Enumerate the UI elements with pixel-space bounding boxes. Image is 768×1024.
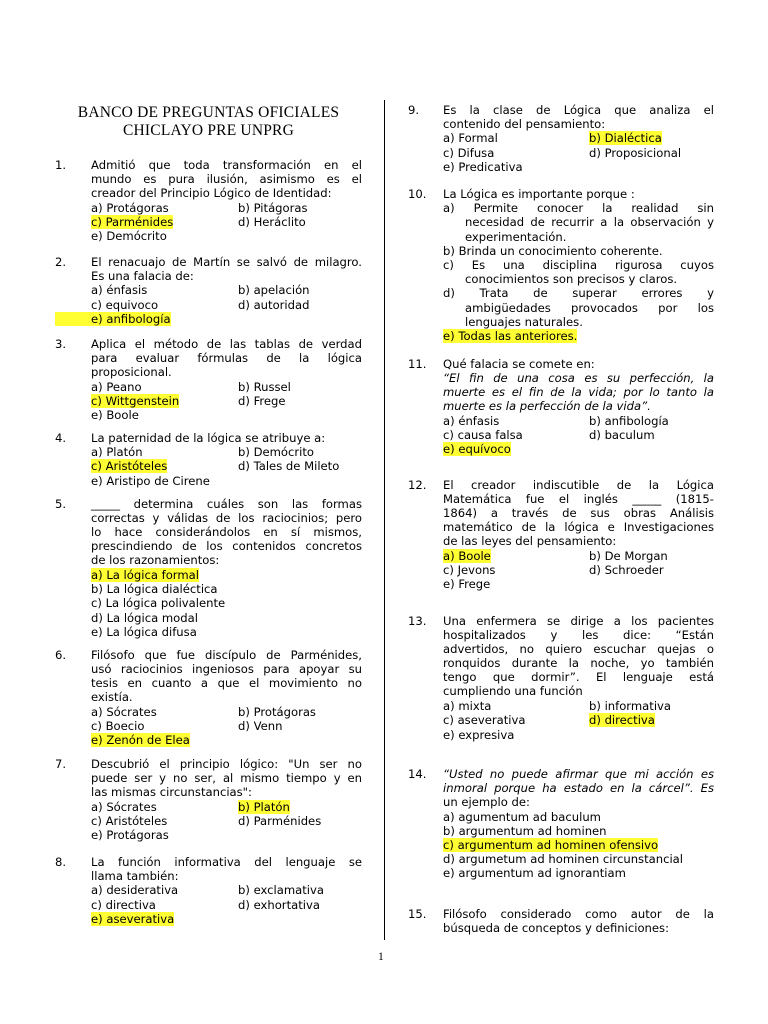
question-stem [443, 767, 714, 809]
option: b) La lógica dialéctica [91, 582, 218, 597]
option: c) argumentum ad hominen ofensivo [443, 838, 659, 852]
option: d) autoridad [238, 297, 310, 312]
question-number: 15. [408, 907, 427, 921]
option: e) Zenón de Elea [91, 733, 190, 748]
stem-line: “El fin de una cosa es su perfección, la [443, 371, 714, 385]
question-number: 2. [55, 255, 67, 269]
stem-line: contenido del pensamiento: [443, 117, 606, 131]
option: a) Sócrates [91, 799, 157, 814]
option: c) causa falsa [443, 428, 523, 442]
question-number: 8. [55, 855, 67, 869]
question-stem [443, 103, 714, 131]
stem-line: ronquidos durante la noche, yo también [443, 656, 714, 670]
stem-line: La función informativa del lenguaje se [91, 855, 362, 869]
stem-line: Filósofo considerado como autor de la [443, 907, 714, 921]
option: a) énfasis [443, 413, 500, 428]
option: d) argumetum ad hominen circunstancial [443, 852, 683, 867]
stem-line: prescindiendo de los contenidos concretos [91, 539, 362, 553]
option: b) informativa [589, 699, 672, 714]
stem-line: Es la clase de Lógica que analiza el [443, 103, 714, 117]
question-stem [443, 478, 714, 548]
stem-line: La Lógica es importante porque : [443, 187, 635, 201]
question-stem [91, 431, 362, 445]
option: d) directiva [589, 713, 655, 728]
stem-line: Descubrió el principio lógico: "Un ser no [91, 757, 362, 771]
option: e) Aristipo de Cirene [91, 473, 210, 488]
stem-line: de las leyes del pensamiento: [443, 534, 617, 548]
question-stem [443, 357, 714, 413]
question-stem [91, 337, 362, 379]
stem-line: tengo que dormir”. El lenguaje está [443, 670, 714, 684]
page-number: 1 [378, 950, 384, 963]
option: a) La lógica formal [91, 568, 199, 582]
question-stem [91, 855, 362, 883]
option: c) directiva [91, 897, 156, 912]
stem-line: llama también: [91, 869, 179, 883]
stem-line: Matemática fue el inglés _____ (1815- [443, 492, 714, 506]
option: b) argumentum ad hominen [443, 823, 607, 838]
option: a) énfasis [91, 283, 148, 298]
option: b) Pitágoras [238, 200, 308, 215]
option: d) Trata de superar errores y [443, 286, 714, 301]
stem-line: 1864) a través de sus obras Análisis [443, 506, 714, 520]
option: a) Boole [443, 549, 491, 563]
question-stem [91, 497, 362, 567]
stem-line: creador del Principio Lógico de Identidad: [91, 186, 332, 200]
option: a) Sócrates [91, 704, 157, 719]
option: b) Brinda un conocimiento coherente. [443, 243, 663, 258]
option: c) equivoco [91, 297, 159, 312]
option: a) desiderativa [91, 883, 179, 898]
option: c) Difusa [443, 145, 495, 160]
option: e) expresiva [443, 727, 515, 742]
option: lenguajes naturales. [465, 314, 583, 329]
question-number: 11. [408, 357, 427, 371]
question-stem [91, 255, 362, 283]
option: e) La lógica difusa [91, 624, 197, 639]
stem-line: La paternidad de la lógica se atribuye a: [91, 431, 326, 445]
option: e) anfibología [55, 312, 171, 326]
stem-line: búsqueda de conceptos y definiciones: [443, 921, 669, 935]
stem-line: mundo es pura ilusión, asimismo es el [91, 172, 362, 186]
stem-line: usó raciocinios ingeniosos para apoyar su [91, 662, 362, 676]
option: b) apelación [238, 283, 310, 298]
question-stem [91, 757, 362, 799]
option: c) La lógica polivalente [91, 596, 226, 611]
option: e) Frege [443, 577, 491, 592]
option: a) agumentum ad baculum [443, 809, 601, 824]
option: e) Protágoras [91, 828, 169, 842]
option: c) Aristóteles [91, 813, 168, 828]
stem-line: para evaluar fórmulas de la lógica [91, 351, 362, 365]
option: d) Venn [238, 719, 283, 733]
option: b) Demócrito [238, 445, 315, 460]
option: a) mixta [443, 699, 492, 714]
stem-line: Filósofo que fue discípulo de Parménides, [91, 648, 362, 662]
question-number: 7. [55, 757, 67, 771]
stem-line: hospitalizados y les dice: “Están [443, 628, 714, 642]
option: e) equívoco [443, 442, 511, 457]
question-number: 13. [408, 614, 427, 628]
option: a) Protágoras [91, 200, 169, 215]
stem-line: Qué falacia se comete en: [443, 357, 595, 371]
stem-line: proposicional. [91, 365, 172, 379]
stem-line: cumpliendo una función [443, 684, 583, 698]
option: c) Wittgenstein [91, 393, 180, 408]
document-title [55, 104, 362, 140]
option: e) Todas las anteriores. [443, 329, 578, 343]
question-stem [443, 614, 714, 698]
option: a) Platón [91, 445, 143, 460]
stem-line: _____ determina cuáles son las formas [91, 497, 362, 511]
option: b) Dialéctica [589, 131, 662, 146]
option: necesidad de recurrir a la observación y [465, 215, 714, 230]
question-number: 1. [55, 158, 67, 172]
question-number: 10. [408, 187, 427, 201]
option: a) Formal [443, 131, 498, 146]
question-number: 4. [55, 431, 67, 445]
option: d) Frege [238, 393, 286, 408]
option: c) Jevons [443, 563, 496, 578]
stem-line: El renacuajo de Martín se salvó de milagro. [91, 255, 362, 269]
option: e) Boole [91, 408, 139, 422]
option: b) Platón [238, 799, 290, 814]
option: d) Heráclito [238, 214, 306, 229]
question-stem [91, 648, 362, 704]
option: c) Es una disciplina rigurosa cuyos [443, 258, 714, 272]
option: b) anfibología [589, 413, 669, 428]
stem-line: Admitió que toda transformación en el [91, 158, 362, 172]
option: conocimientos son precisos y claros. [465, 272, 678, 287]
stem-line: un ejemplo de: [443, 795, 530, 809]
stem-line: de los razonamientos: [91, 553, 220, 567]
question-stem [443, 187, 714, 201]
stem-line: puede ser y no ser, al mismo tiempo y en [91, 771, 362, 785]
title-line-2: CHICLAYO PRE UNPRG [123, 122, 294, 139]
stem-line: El creador indiscutible de la Lógica [443, 478, 714, 492]
option: d) Schroeder [589, 563, 664, 578]
stem-line: inmoral porque ha estado en la cárcel”. Es [443, 781, 714, 795]
stem-line: Es una falacia de: [91, 269, 194, 283]
stem-line: correctas y válidas de los raciocinios; pero [91, 511, 362, 525]
option: ambigüedades provocados por los [465, 300, 714, 315]
question-number: 12. [408, 478, 427, 492]
option: c) Boecio [91, 719, 145, 733]
question-number: 6. [55, 648, 67, 662]
option: a) Peano [91, 379, 142, 394]
option: c) Parménides [91, 214, 174, 229]
question-stem [91, 158, 362, 200]
option: d) Tales de Mileto [238, 459, 340, 474]
stem-line: las mismas circunstancias": [91, 785, 252, 799]
option: e) Predicativa [443, 159, 523, 174]
question-number: 5. [55, 497, 67, 511]
option: a) Permite conocer la realidad sin [443, 201, 714, 216]
stem-line: “Usted no puede afirmar que mi acción es [443, 767, 714, 781]
stem-line: existía. [91, 690, 133, 704]
option: d) Proposicional [589, 145, 682, 160]
stem-line: advertidos, no quiero escuchar quejas o [443, 642, 714, 656]
option: d) baculum [589, 428, 655, 442]
option: d) exhortativa [238, 897, 320, 912]
stem-line: matemático de la lógica e Investigaciones [443, 520, 714, 534]
column-divider [384, 100, 385, 940]
stem-line: tesis en cuanto a que el movimiento no [91, 676, 362, 690]
option: b) Protágoras [238, 704, 316, 719]
stem-line: lo hace considerándolos en sí mismos, [91, 525, 362, 539]
question-number: 14. [408, 767, 427, 781]
stem-line: Una enfermera se dirige a los pacientes [443, 614, 714, 628]
option: d) La lógica modal [91, 610, 198, 625]
stem-line: Aplica el método de las tablas de verdad [91, 337, 362, 351]
question-stem [443, 907, 714, 935]
option: c) aseverativa [443, 713, 526, 728]
option: b) Russel [238, 379, 291, 394]
question-number: 9. [408, 103, 420, 117]
title-line-1: BANCO DE PREGUNTAS OFICIALES [77, 104, 340, 121]
stem-line: muerte es el fin de la vida; por lo tanto la [443, 385, 714, 399]
option: b) De Morgan [589, 549, 668, 563]
stem-line: muerte es la perfección de la vida”. [443, 399, 651, 413]
option: d) Parménides [238, 813, 322, 828]
option: e) argumentum ad ignorantiam [443, 866, 626, 881]
option: c) Aristóteles [91, 459, 168, 474]
option: e) aseverativa [91, 911, 175, 926]
question-number: 3. [55, 337, 67, 351]
option: e) Demócrito [91, 229, 167, 243]
option: b) exclamativa [238, 883, 324, 898]
option: experimentación. [465, 229, 567, 244]
